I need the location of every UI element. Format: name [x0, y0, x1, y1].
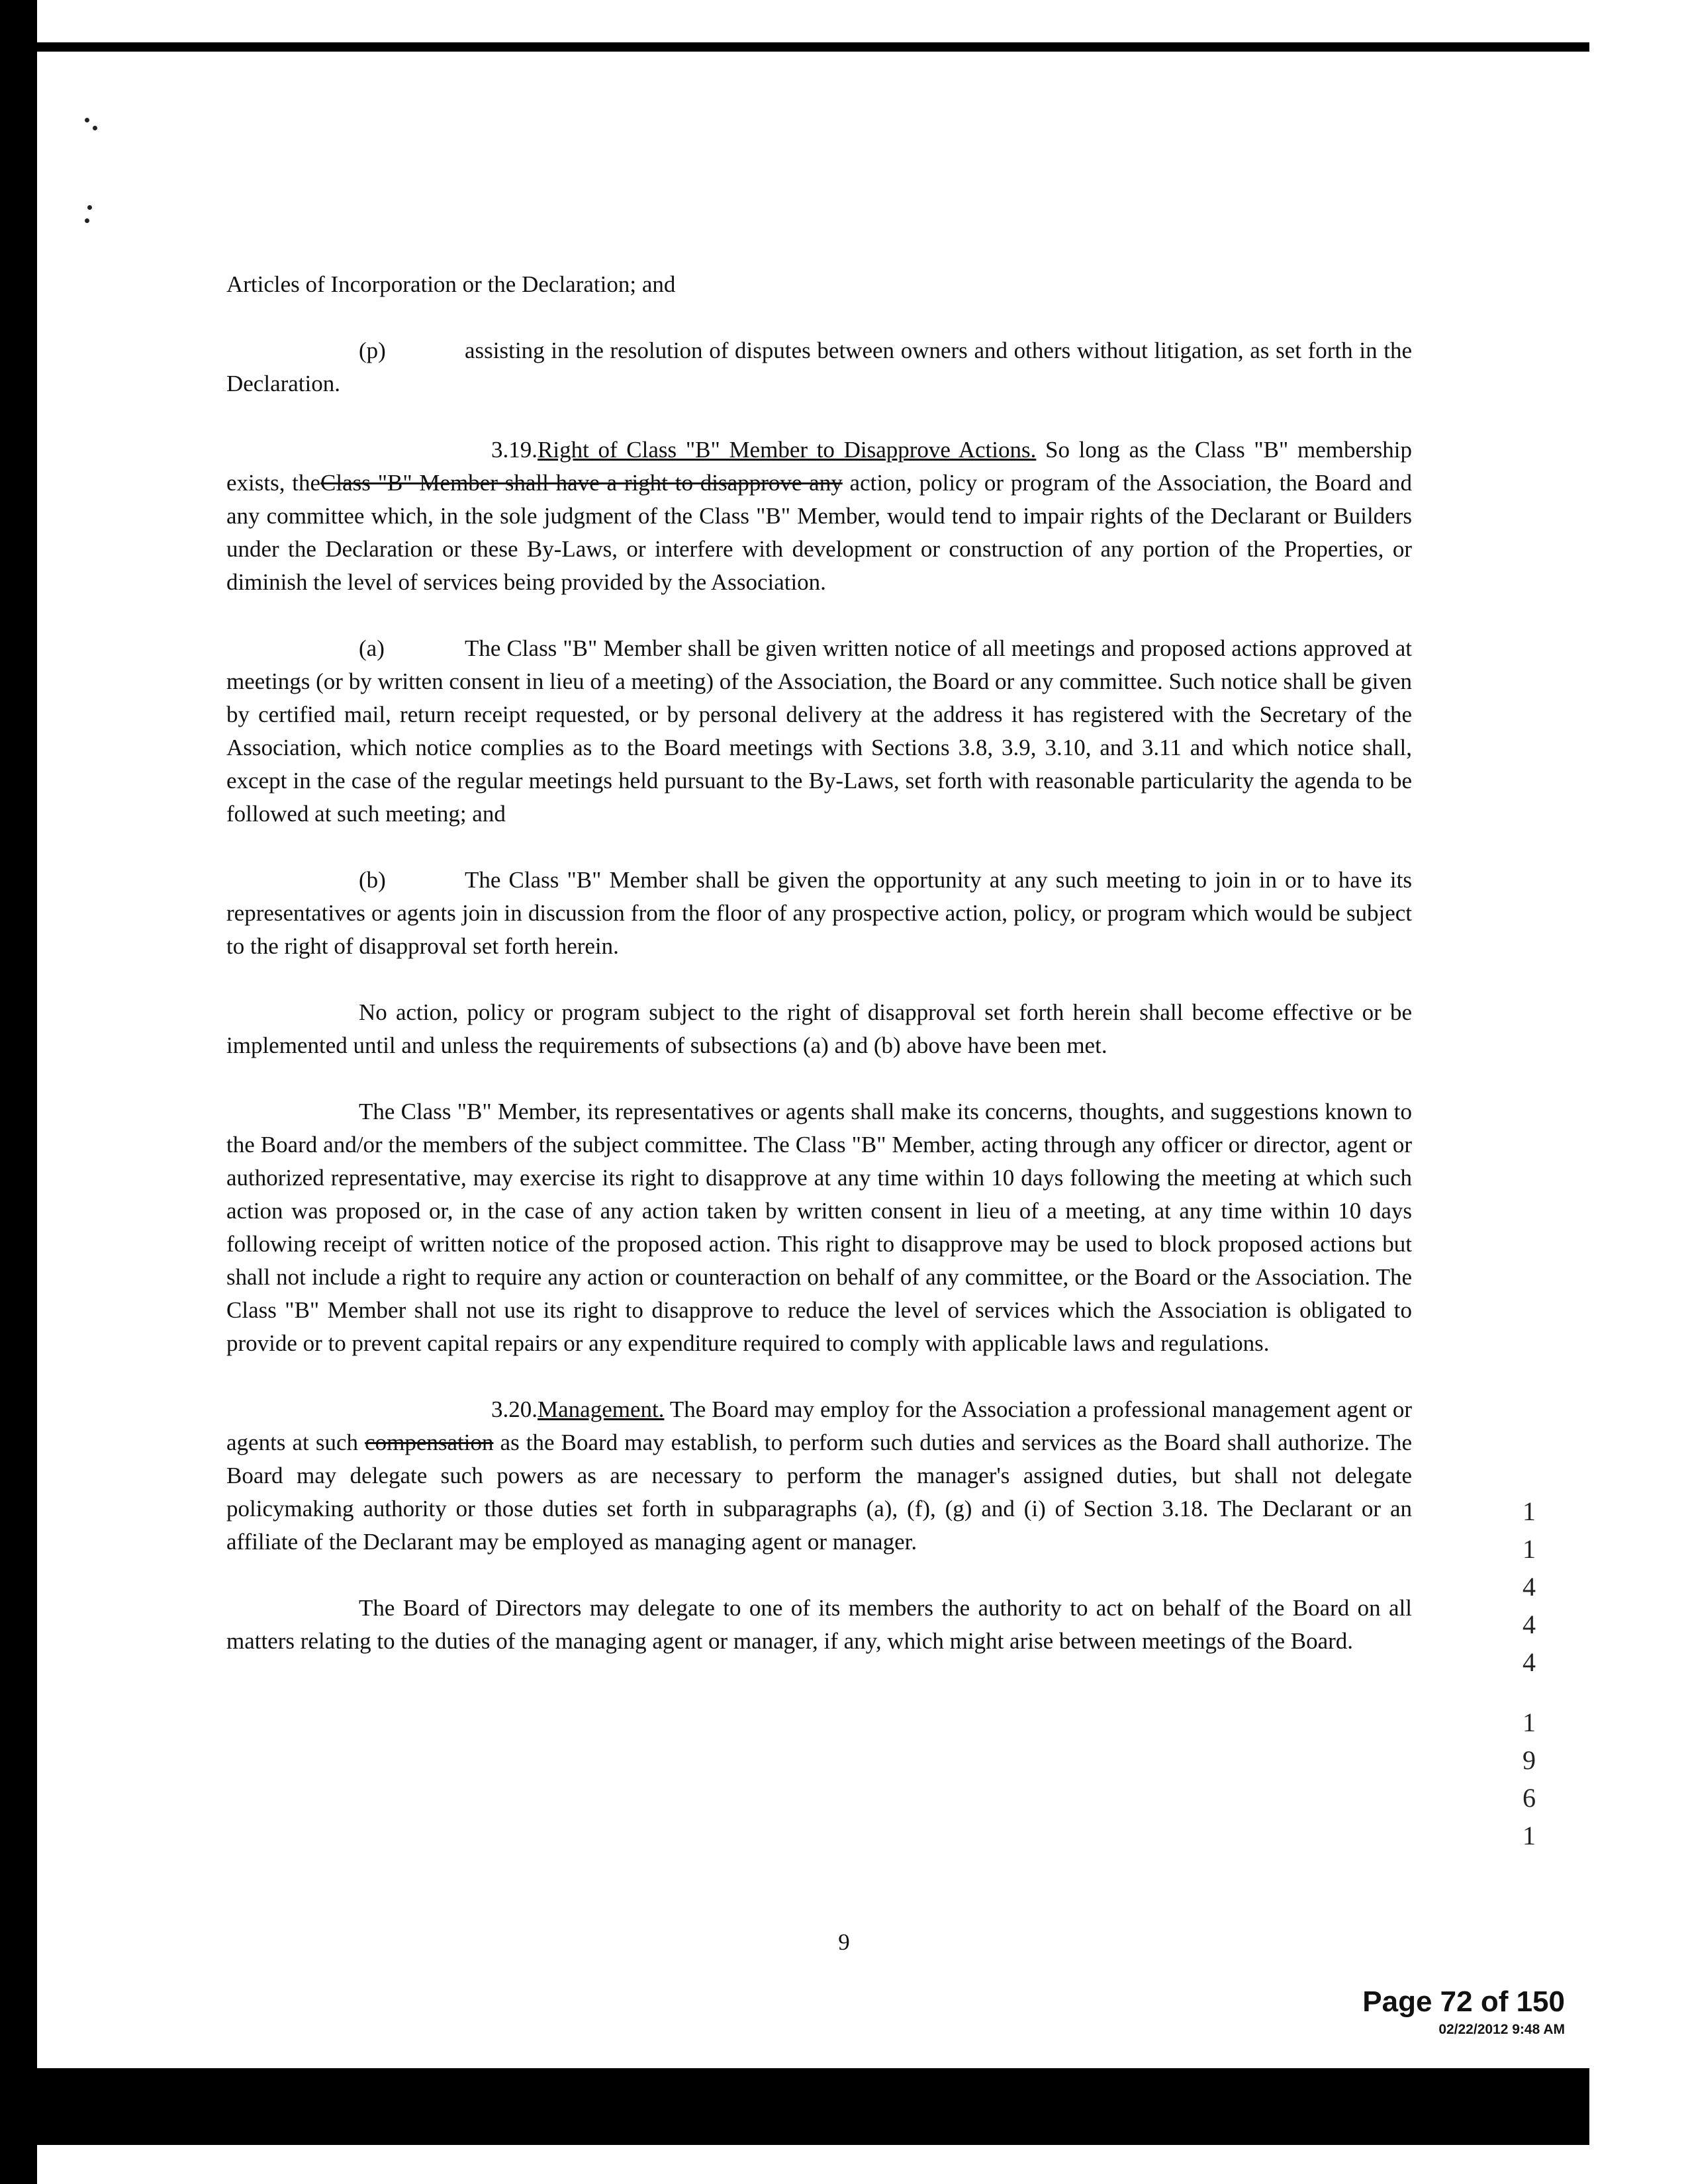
subsection-a: (a) The Class "B" Member shall be given written notice of all meetings and proposed actions approved at meetings (or by written consent in lieu of a meeting) of the Association, the Board or any committee. Such notice shall be given by certified mail, return receipt requested, or by personal delivery at the address it has registered with the Secretary of the Association, which notice complies as to the Board meetings with Sections 3.8, 3.9, 3.10, and 3.11 and which notice shall, except in the case of the regular meetings held pursuant to the By-Laws, set forth with reasonable particularity the agenda to be followed at such meeting; and — [226, 632, 1412, 831]
paragraph-intro: Articles of Incorporation or the Declaration; and — [226, 271, 676, 297]
stamp-digit: 4 — [1523, 1647, 1536, 1677]
paragraph-p: (p) assisting in the resolution of disputes between owners and others without litigation, as set forth in the Declaration. — [226, 334, 1412, 400]
scan-left-border — [0, 0, 37, 2184]
stamp-digit: 1 — [1523, 1496, 1536, 1526]
section-number: 3.19. — [491, 437, 538, 463]
stamp-digit: 1 — [1523, 1707, 1536, 1737]
subsection-label: (p) — [359, 338, 386, 363]
scan-speck — [87, 205, 92, 210]
struck-text: compensation — [365, 1430, 494, 1455]
section-3-19: 3.19.Right of Class "B" Member to Disapprove Actions. So long as the Class "B" membership exists, theClass "B" Member shall have a right to disapprove any action, policy or program of the Association, the Board and any committee which, in the sole judgment of the Class "B" Member, would tend to impair rights of the Declarant or Builders under the Declaration or these By-Laws, or interfere with development or construction of any portion of the Properties, or diminish the level of services being provided by the Association. — [226, 433, 1412, 599]
section-3-20: 3.20.Management. The Board may employ for the Association a professional management agent or agents at such compensation as the Board may establish, to perform such duties and services as the Board shall authorize. The Board may delegate such powers as are necessary to perform the manager's assigned duties, but shall not delegate policymaking authority or those duties set forth in subparagraphs (a), (f), (g) and (i) of Section 3.18. The Declarant or an affiliate of the Declarant may be employed as managing agent or manager. — [226, 1393, 1412, 1559]
stamp-digit: 1 — [1523, 1534, 1536, 1564]
paragraph-board-delegate: The Board of Directors may delegate to one of its members the authority to act on behalf of the Board on all matters relating to the duties of the managing agent or manager, if any, which might arise between meetings of the Board. — [226, 1595, 1412, 1654]
scan-speck — [85, 118, 89, 122]
footer-page-count: Page 72 of 150 — [1362, 1985, 1565, 2018]
recording-stamp — [1516, 1492, 1542, 1854]
section-heading: Management. — [538, 1396, 665, 1422]
subsection-label: (b) — [359, 867, 386, 893]
page-number: 9 — [838, 1929, 850, 1955]
stamp-digit: 4 — [1523, 1572, 1536, 1602]
scan-speck — [85, 218, 89, 223]
struck-text: Class "B" Member shall have a right to disapprove any — [320, 470, 843, 496]
subsection-label: (a) — [359, 635, 385, 661]
document-body — [226, 268, 1412, 1691]
section-heading: Right of Class "B" Member to Disapprove Actions. — [538, 437, 1037, 463]
subsection-b: (b) The Class "B" Member shall be given the opportunity at any such meeting to join in or to have its representatives or agents join in discussion from the floor of any prospective action, policy, or program which would be subject to the right of disapproval set forth herein. — [226, 864, 1412, 963]
paragraph-concerns: The Class "B" Member, its representatives or agents shall make its concerns, thoughts, and suggestions known to the Board and/or the members of the subject committee. The Class "B" Member, acting through any officer or director, agent or authorized representative, may exercise its right to disapprove at any time within 10 days following the meeting at which such action was proposed or, in the case of any action taken by written consent in lieu of a meeting, at any time within 10 days following receipt of written notice of the proposed action. This right to disapprove may be used to block proposed actions but shall not include a right to require any action or counteraction on behalf of any committee, or the Board or the Association. The Class "B" Member shall not use its right to disapprove to reduce the level of services which the Association is obligated to provide or to prevent capital repairs or any expenditure required to comply with applicable laws and regulations. — [226, 1099, 1412, 1356]
scan-top-rule — [37, 42, 1589, 52]
stamp-digit: 4 — [1523, 1610, 1536, 1639]
section-number: 3.20. — [491, 1396, 538, 1422]
scan-speck — [93, 126, 97, 130]
footer-timestamp: 02/22/2012 9:48 AM — [1438, 2022, 1565, 2037]
scan-bottom-border — [37, 2068, 1589, 2145]
paragraph-no-action: No action, policy or program subject to the right of disapproval set forth herein shall become effective or be implemented until and unless the requirements of subsections (a) and (b) above have been met. — [226, 999, 1412, 1058]
stamp-digit: 1 — [1523, 1821, 1536, 1850]
stamp-digit: 9 — [1523, 1745, 1536, 1775]
stamp-digit: 6 — [1523, 1783, 1536, 1813]
